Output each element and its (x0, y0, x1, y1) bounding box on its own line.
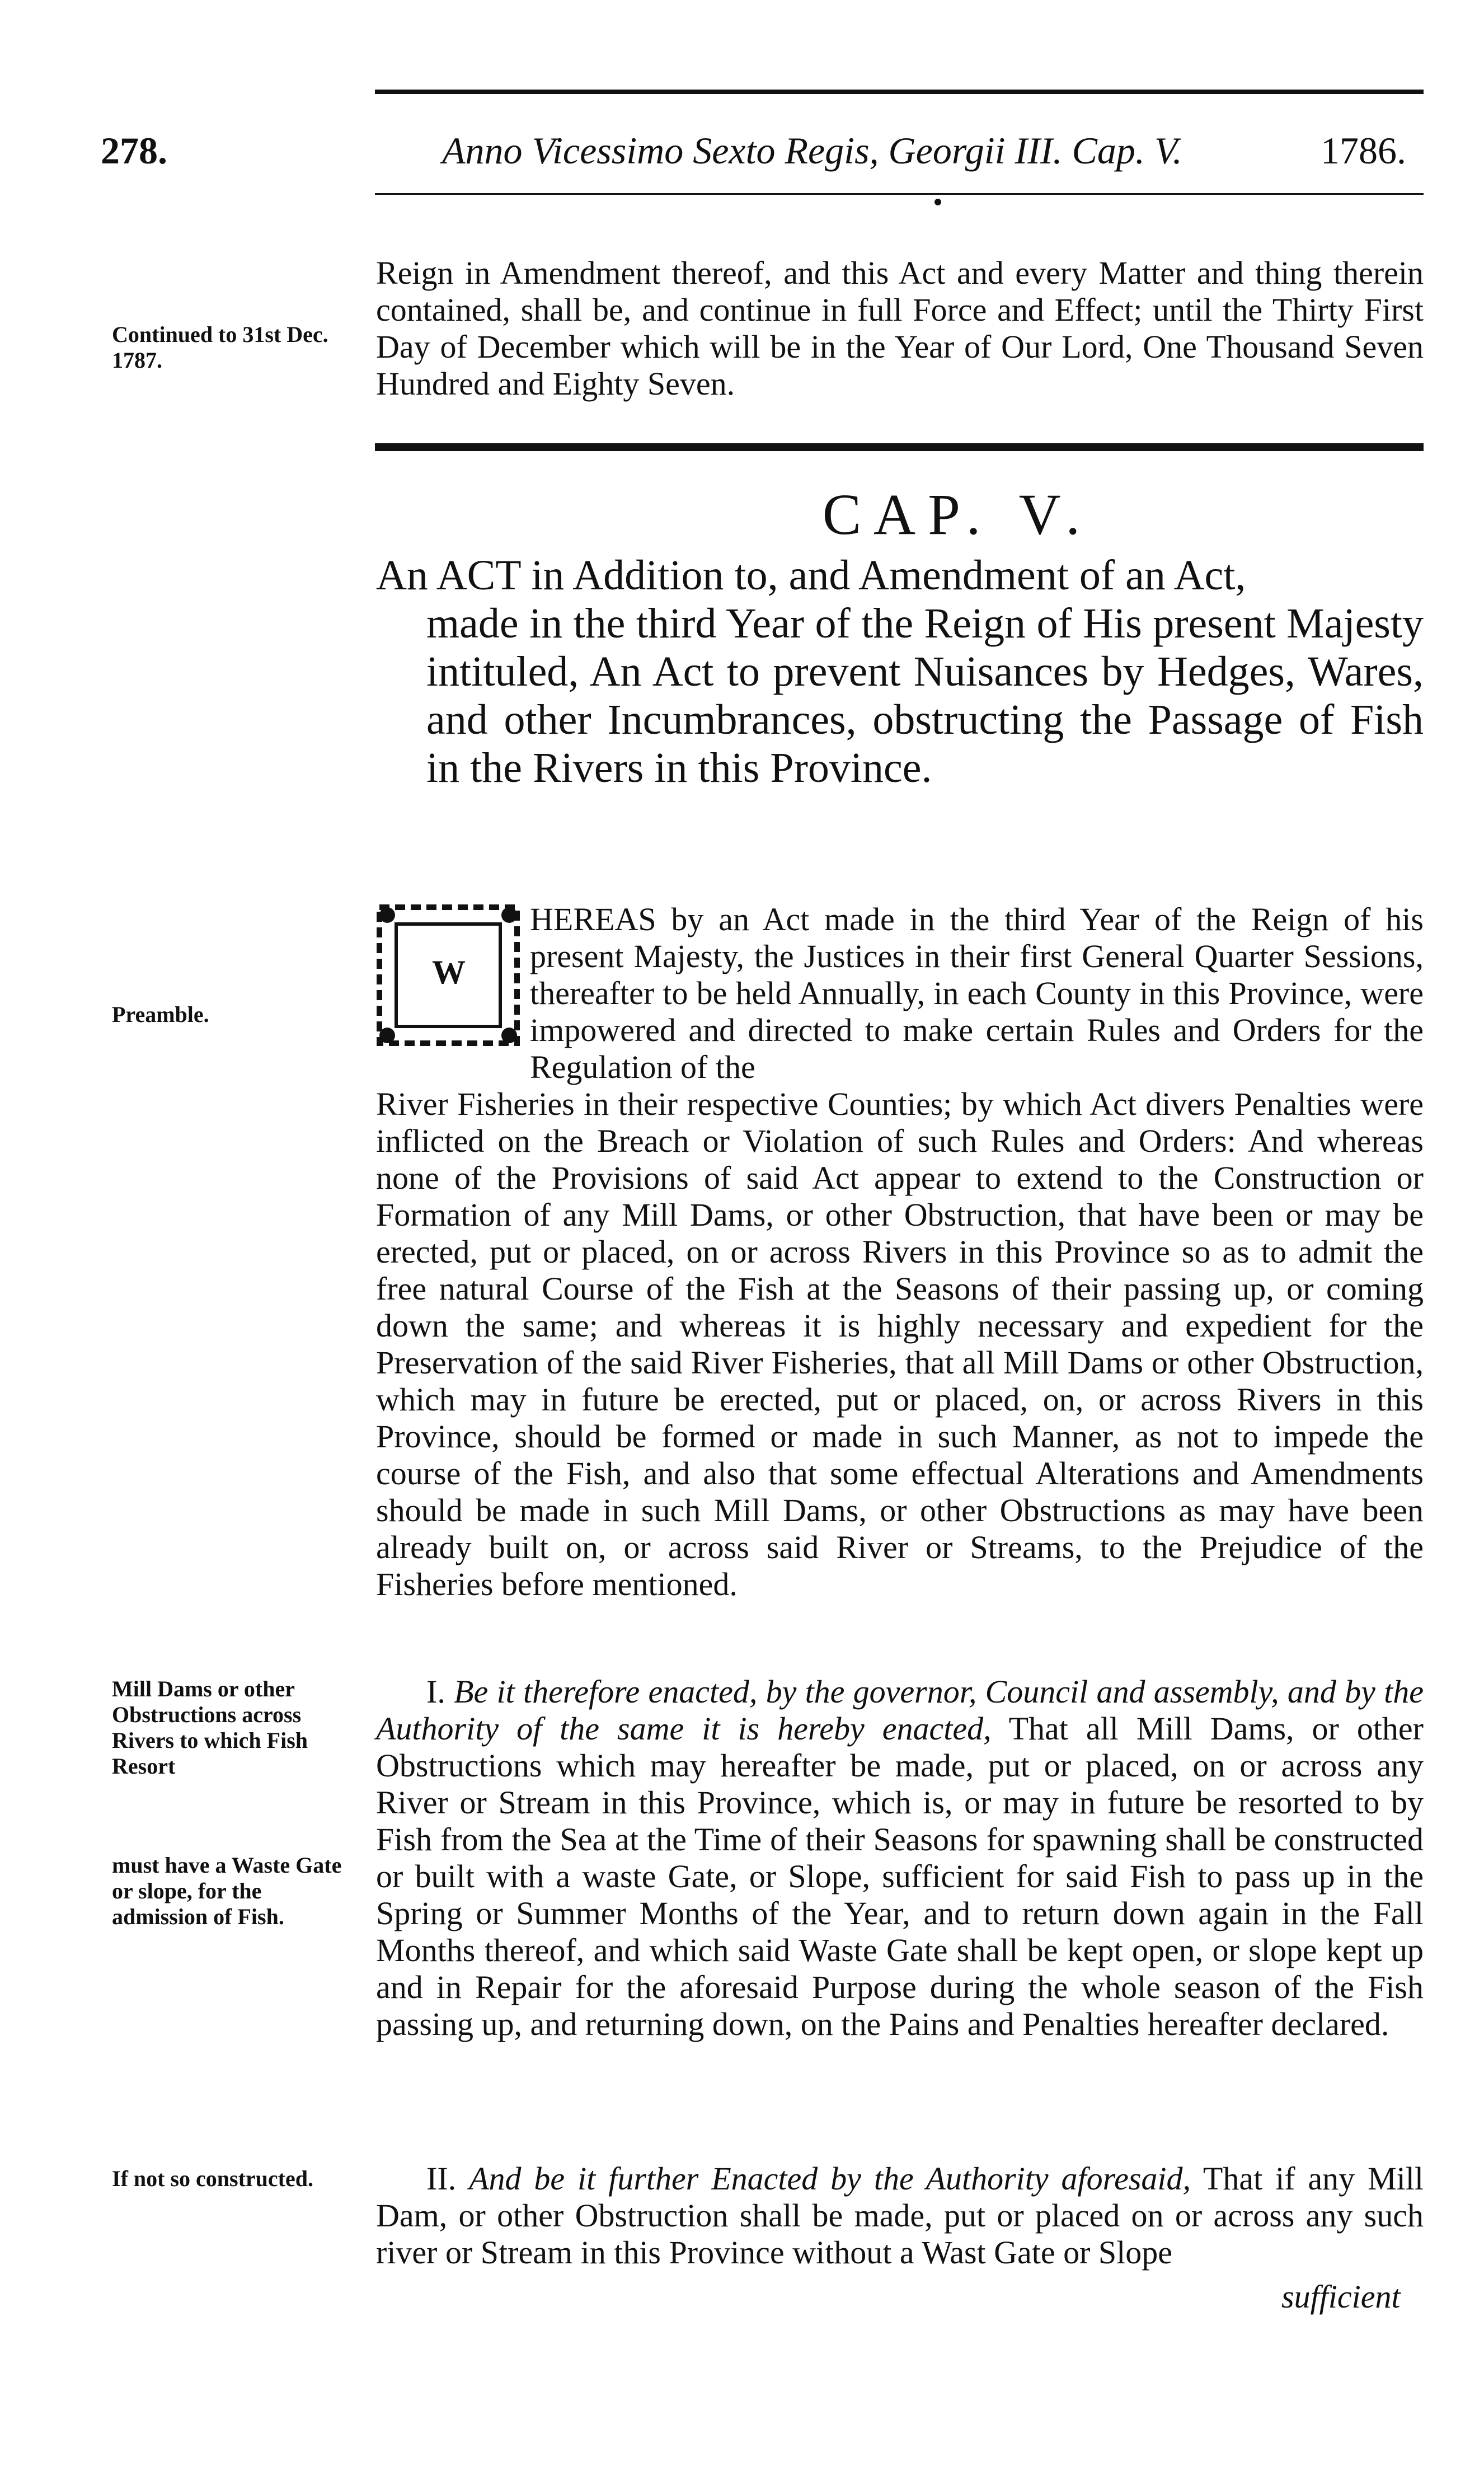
margin-note-mill-dams: Mill Dams or other Obstructions across Rivers to which Fish Resort (112, 1676, 308, 1779)
section-one-text: That all Mill Dams, or other Obstructions which may hereafter be made, put or placed, on or across any River or Stream in this Province, which is, or may in future be resorted to by Fish from the Sea at the Time of their Seasons for spawning shall be constructed or built with a waste Gate, or Slope, sufficient for said Fish to pass up in the Spring or Summer Months of the Year, and to return down again in the Fall Months thereof, and which said Waste Gate shall be kept open, or slope kept up and in Repair for the aforesaid Purpose during the whole season of the Fish passing up, and returning down, on the Pains and Penalties hereafter declared. (376, 1710, 1424, 2042)
page-number: 278. (101, 129, 167, 172)
act-title-continuation: made in the third Year of the Reign of His present Majesty intituled, An Act to prevent Nuisances by Hedges, Wares, and other Incumbrances, obstructing the Passage of Fish in the Rivers in this Province. (426, 600, 1424, 791)
section-two-numeral: II. (426, 2160, 457, 2197)
section-one-numeral: I. (426, 1673, 445, 1710)
continuation-text: Reign in Amendment thereof, and this Act and every Matter and thing therein contained, shall be, and continue in full Force and Effect; until the Thirty First Day of December which will be in the Year of Our Lord, One Thousand Seven Hundred and Eighty Seven. (376, 255, 1424, 402)
section-two (376, 2160, 1424, 2271)
margin-note-if-not: If not so constructed. (112, 2166, 313, 2191)
section-two-text: That if any Mill Dam, or other Obstruction shall be made, put or placed on or across any such river or Stream in this Province without a Wast Gate or Slope (376, 2160, 1424, 2271)
preamble-text: River Fisheries in their respective Counties; by which Act divers Penalties were inflicted on the Breach or Violation of such Rules and Orders: And whereas none of the Provisions of said Act appear to extend to the Construction or Formation of any Mill Dams, or other Obstruction, that have been or may be erected, put or placed, on or across Rivers in this Province so as to admit the free natural Course of the Fish at the Seasons of their passing up, or coming down the same; and whereas it is highly necessary and expedient for the Preservation of the said River Fisheries, that all Mill Dams or other Obstruction, which may in future be erected, put or placed, on, or across Rivers in this Province, should be formed or made in such Manner, as not to impede the course of the Fish, and also that some effectual Alterations and Amendments should be made in such Mill Dams, or other Obstructions as may have been already built on, or across said River or Streams, to the Prejudice of the Fisheries before mentioned. (376, 1086, 1424, 1602)
running-head-year: 1786. (1321, 129, 1406, 172)
margin-note-continued: Continued to 31st Dec. 1787. (112, 322, 328, 373)
preamble-indented-text: HEREAS by an Act made in the third Year of the Reign of his present Majesty, the Justices in their first General Quarter Sessions, thereafter to be held Annually, in each County in this Province, were impowered and directed to make certain Rules and Orders for the Regulation of the (530, 901, 1424, 1085)
section-one (376, 1673, 1424, 2043)
ornament-dot (934, 199, 941, 205)
margin-note-waste-gate: must have a Waste Gate or slope, for the admission of Fish. (112, 1853, 342, 1929)
act-title-first-line: An ACT in Addition to, and Amendment of an Act, (376, 552, 1246, 599)
header-underline (375, 193, 1424, 195)
header-rule (375, 90, 1424, 94)
chapter-heading: CAP. V. (822, 482, 1093, 547)
chapter-rule (375, 443, 1424, 451)
running-head-title: Anno Vicessimo Sexto Regis, Georgii III. Cap. V. (442, 129, 1182, 172)
section-two-enacting-clause: And be it further Enacted by the Authority aforesaid, (469, 2160, 1191, 2197)
drop-cap-letter: W (432, 954, 466, 991)
catchword: sufficient (1281, 2278, 1401, 2315)
act-title (376, 551, 1424, 792)
section-one-enacting-clause: Be it therefore enacted, by the governor, Council and assembly, and by the Authority of the same it is hereby enacted, (376, 1673, 1424, 1747)
margin-note-preamble: Preamble. (112, 1002, 209, 1027)
continuation-paragraph (376, 255, 1424, 402)
preamble-paragraph (376, 901, 1424, 1603)
